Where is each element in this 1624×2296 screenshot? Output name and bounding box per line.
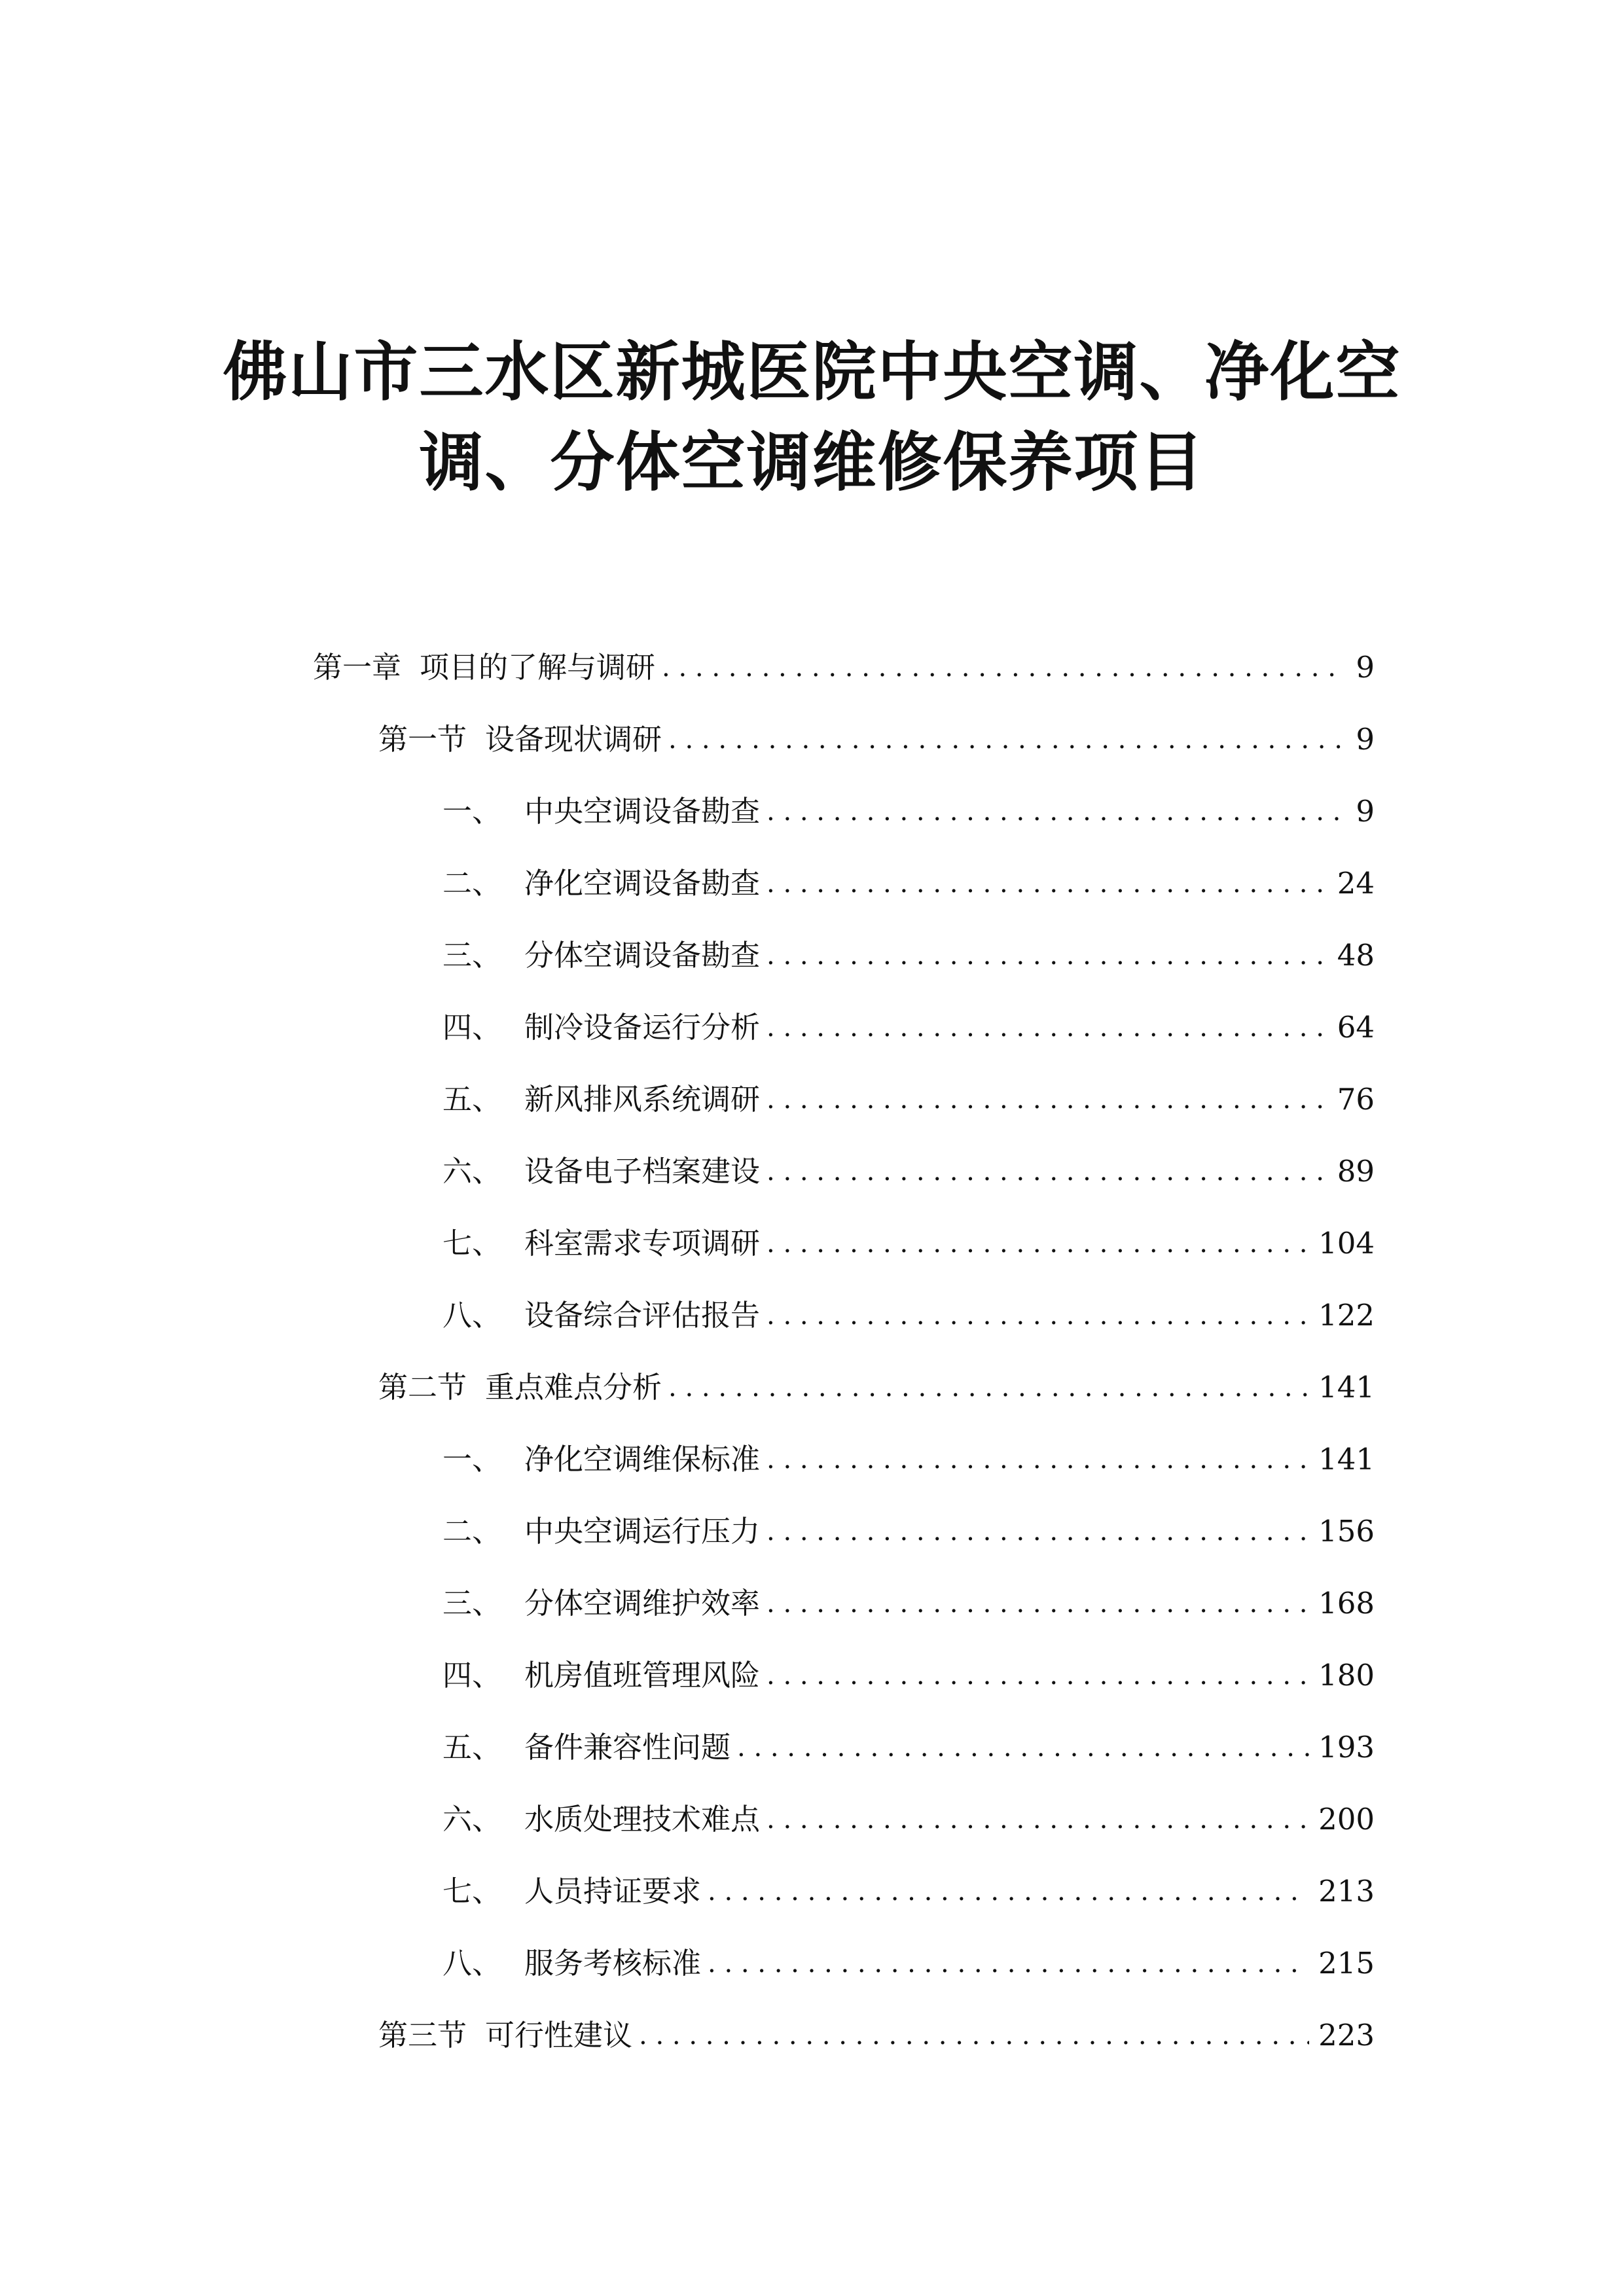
toc-entry-label xyxy=(442,789,760,834)
toc-entry-label xyxy=(378,717,662,762)
toc-entry-text: 中央空调运行压力 xyxy=(524,1514,761,1549)
toc-entry-label xyxy=(442,1077,760,1122)
toc-entry-label xyxy=(442,1437,760,1482)
toc-dot-leader xyxy=(767,1797,1309,1842)
toc-entry-text: 分体空调设备勘查 xyxy=(524,938,761,973)
toc-entry-text: 水质处理技术难点 xyxy=(524,1802,761,1837)
toc-entry-marker: 七、 xyxy=(442,1226,502,1261)
toc-entry[interactable] xyxy=(313,645,1375,691)
toc-page-number: 141 xyxy=(1318,1442,1375,1477)
toc-entry-text: 重点难点分析 xyxy=(485,1370,662,1405)
toc-entry-marker: 三、 xyxy=(442,938,502,973)
toc-entry-marker: 八、 xyxy=(442,1298,502,1333)
toc-dot-leader xyxy=(639,2013,1309,2058)
toc-entry[interactable] xyxy=(442,933,1375,978)
toc-entry[interactable] xyxy=(442,1437,1375,1482)
toc-entry-text: 项目的了解与调研 xyxy=(420,650,656,685)
toc-entry[interactable] xyxy=(442,1725,1375,1770)
toc-entry[interactable] xyxy=(378,717,1375,762)
toc-entry-text: 净化空调设备勘查 xyxy=(524,866,761,901)
toc-page-number: 9 xyxy=(1356,650,1375,685)
toc-entry-label xyxy=(378,2013,632,2058)
toc-entry-marker: 六、 xyxy=(442,1154,502,1189)
toc-entry-marker: 第三节 xyxy=(378,2018,467,2053)
toc-dot-leader xyxy=(767,1293,1309,1338)
toc-page-number: 193 xyxy=(1318,1730,1375,1765)
toc-dot-leader xyxy=(767,1653,1309,1698)
toc-entry-marker: 六、 xyxy=(442,1802,502,1837)
toc-entry[interactable] xyxy=(442,1293,1375,1338)
title-line-1: 佛山市三水区新城医院中央空调、净化空 xyxy=(223,335,1401,410)
toc-entry-label xyxy=(442,1941,701,1986)
toc-page-number: 24 xyxy=(1337,866,1375,901)
toc-entry-text: 分体空调维护效率 xyxy=(524,1586,761,1621)
toc-entry-label xyxy=(442,1149,760,1194)
toc-entry-label xyxy=(442,861,760,906)
toc-page-number: 9 xyxy=(1356,794,1375,829)
toc-entry-label xyxy=(442,1221,760,1266)
title-line-2: 调、分体空调维修保养项目 xyxy=(419,425,1205,500)
toc-entry-label xyxy=(442,1293,760,1338)
toc-entry[interactable] xyxy=(442,1797,1375,1842)
toc-dot-leader xyxy=(767,1149,1328,1194)
toc-entry-label xyxy=(378,1365,662,1410)
toc-entry-marker: 二、 xyxy=(442,1514,502,1549)
toc-entry-marker: 三、 xyxy=(442,1586,502,1621)
toc-entry-text: 设备现状调研 xyxy=(485,722,662,757)
toc-entry-text: 净化空调维保标准 xyxy=(524,1442,761,1477)
toc-entry-text: 可行性建议 xyxy=(485,2018,633,2053)
toc-page-number: 168 xyxy=(1318,1586,1375,1621)
toc-entry-text: 新风排风系统调研 xyxy=(524,1082,761,1117)
toc-entry-label xyxy=(442,1653,760,1698)
toc-entry-marker: 第一节 xyxy=(378,722,467,757)
toc-entry-text: 科室需求专项调研 xyxy=(524,1226,761,1261)
toc-dot-leader xyxy=(767,933,1328,978)
toc-entry-marker: 五、 xyxy=(442,1730,502,1765)
toc-entry[interactable] xyxy=(442,1869,1375,1914)
toc-entry[interactable] xyxy=(442,861,1375,906)
toc-page-number: 215 xyxy=(1318,1946,1375,1981)
toc-entry[interactable] xyxy=(442,1509,1375,1554)
toc-dot-leader xyxy=(668,1365,1309,1410)
toc-dot-leader xyxy=(767,1581,1309,1626)
toc-entry-text: 中央空调设备勘查 xyxy=(524,794,761,829)
toc-page-number: 48 xyxy=(1337,938,1375,973)
toc-page-number: 223 xyxy=(1318,2018,1375,2053)
toc-page-number: 141 xyxy=(1318,1370,1375,1405)
toc-dot-leader xyxy=(668,717,1346,762)
toc-page-number: 200 xyxy=(1318,1802,1375,1837)
toc-entry-marker: 二、 xyxy=(442,866,502,901)
toc-entry-marker: 八、 xyxy=(442,1946,502,1981)
toc-page-number: 213 xyxy=(1318,1874,1375,1909)
toc-dot-leader xyxy=(708,1869,1309,1914)
toc-entry[interactable] xyxy=(442,1149,1375,1194)
toc-entry-label xyxy=(442,1797,760,1842)
toc-dot-leader xyxy=(767,1005,1328,1050)
toc-dot-leader xyxy=(767,1437,1309,1482)
toc-entry-text: 备件兼容性问题 xyxy=(524,1730,731,1765)
toc-entry-text: 服务考核标准 xyxy=(524,1946,702,1981)
toc-entry-label xyxy=(313,645,655,691)
toc-entry[interactable] xyxy=(378,2013,1375,2058)
toc-entry-marker: 七、 xyxy=(442,1874,502,1909)
toc-entry[interactable] xyxy=(442,1941,1375,1986)
toc-entry[interactable] xyxy=(378,1365,1375,1410)
toc-entry-marker: 五、 xyxy=(442,1082,502,1117)
toc-entry-text: 人员持证要求 xyxy=(524,1874,702,1909)
toc-entry-marker: 一、 xyxy=(442,794,502,829)
toc-page-number: 89 xyxy=(1337,1154,1375,1189)
toc-page-number: 104 xyxy=(1318,1226,1375,1261)
toc-page-number: 180 xyxy=(1318,1658,1375,1693)
toc-entry-label xyxy=(442,1869,701,1914)
toc-entry-marker: 一、 xyxy=(442,1442,502,1477)
toc-page-number: 156 xyxy=(1318,1514,1375,1549)
toc-entry[interactable] xyxy=(442,1077,1375,1122)
toc-dot-leader xyxy=(767,789,1346,834)
toc-page-number: 76 xyxy=(1337,1082,1375,1117)
toc-dot-leader xyxy=(767,1509,1309,1554)
toc-entry-text: 机房值班管理风险 xyxy=(524,1658,761,1693)
toc-dot-leader xyxy=(767,861,1328,906)
toc-page-number: 64 xyxy=(1337,1010,1375,1045)
toc-entry-marker: 第二节 xyxy=(378,1370,467,1405)
toc-entry-marker: 第一章 xyxy=(313,650,402,685)
toc-entry-text: 制冷设备运行分析 xyxy=(524,1010,761,1045)
toc-entry-label xyxy=(442,933,760,978)
toc-dot-leader xyxy=(708,1941,1309,1986)
toc-entry[interactable] xyxy=(442,1653,1375,1698)
toc-entry-label xyxy=(442,1509,760,1554)
toc-entry-text: 设备电子档案建设 xyxy=(524,1154,761,1189)
toc-entry-text: 设备综合评估报告 xyxy=(524,1298,761,1333)
toc-entry[interactable] xyxy=(442,789,1375,834)
toc-entry-marker: 四、 xyxy=(442,1010,502,1045)
toc-entry-marker: 四、 xyxy=(442,1658,502,1693)
toc-entry[interactable] xyxy=(442,1581,1375,1626)
toc-entry[interactable] xyxy=(442,1005,1375,1050)
toc-dot-leader xyxy=(767,1077,1328,1122)
toc-entry-label xyxy=(442,1005,760,1050)
document-title xyxy=(0,327,1624,508)
toc-dot-leader xyxy=(737,1725,1309,1770)
toc-entry-label xyxy=(442,1725,731,1770)
toc-page-number: 122 xyxy=(1318,1298,1375,1333)
toc-dot-leader xyxy=(767,1221,1309,1266)
toc-entry[interactable] xyxy=(442,1221,1375,1266)
toc-dot-leader xyxy=(662,645,1346,691)
toc-page-number: 9 xyxy=(1356,722,1375,757)
toc-entry-label xyxy=(442,1581,760,1626)
